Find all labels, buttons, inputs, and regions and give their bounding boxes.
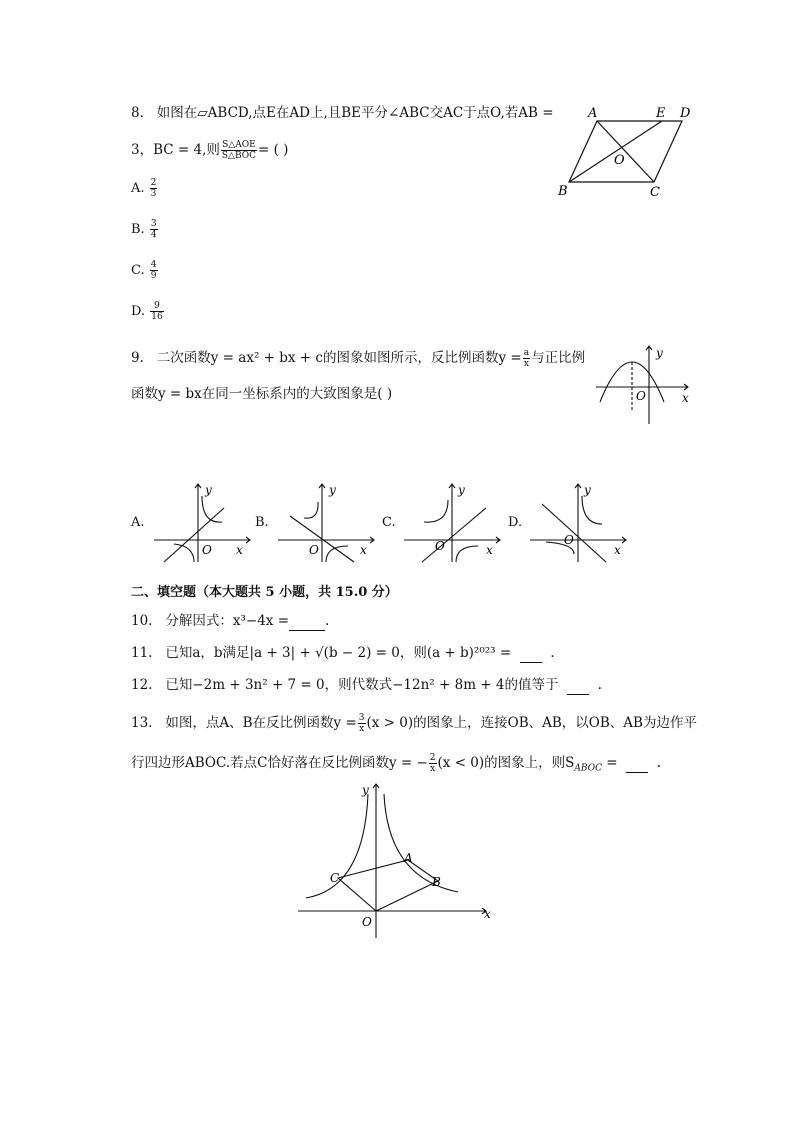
label-e: E	[656, 106, 666, 121]
q8-option-c-den: 9	[150, 271, 157, 281]
q9-frac-den: x	[523, 359, 529, 369]
q8-parallelogram-figure	[552, 102, 700, 202]
q13-subscript: ABOC	[574, 763, 602, 774]
q13-frac2	[429, 753, 437, 774]
axis-x-label: x	[486, 543, 493, 557]
q8-option-d-frac	[150, 301, 163, 322]
q8-option-a[interactable]	[131, 178, 158, 199]
hyperbola-branch-2	[456, 546, 478, 562]
q13-line2	[131, 753, 661, 778]
q8-ratio-den: S△BOC	[221, 151, 257, 161]
q9-parabola-figure	[592, 340, 698, 426]
label-a: A	[588, 106, 598, 121]
q13-number: 13.	[131, 715, 153, 731]
q13-frac1-den: x	[359, 724, 365, 734]
q8-option-a-label: A.	[131, 181, 145, 196]
q9-option-a-graph[interactable]	[150, 478, 254, 564]
origin-label: O	[435, 539, 445, 553]
line	[422, 508, 486, 562]
q9-text-line1-pre: 二次函数y = ax² + bx + c的图象如图所示，反比例函数y =	[156, 350, 522, 366]
q13-frac1-num: 3	[358, 713, 365, 723]
q9-option-a-label[interactable]: A.	[131, 515, 145, 530]
q13-text-line2-post: (x < 0)的图象上，则S	[437, 755, 575, 771]
q13-text-line1-post: (x > 0)的图象上，连接OB、AB，以OB、AB为边作平	[366, 715, 697, 731]
origin-label: O	[362, 915, 372, 929]
axis-x-label: x	[682, 391, 689, 405]
q8-line1	[131, 104, 554, 122]
q13-hyperbola-figure	[290, 778, 500, 942]
line	[164, 508, 224, 562]
q8-option-d[interactable]	[131, 301, 165, 322]
axis-x-label: x	[484, 907, 491, 921]
q9-frac-num: a	[523, 348, 530, 358]
axis-y-label: y	[458, 483, 465, 497]
label-c: C	[650, 185, 660, 200]
q8-option-b-frac	[150, 219, 158, 240]
q12	[131, 676, 602, 695]
q8-option-a-frac	[150, 178, 158, 199]
label-d: D	[680, 106, 691, 121]
q10	[131, 612, 329, 631]
q10-answer-blank[interactable]	[289, 612, 325, 631]
origin-label: O	[309, 543, 319, 557]
q10-end: .	[325, 613, 330, 629]
q9-text-line1-post: 与正比例	[531, 350, 586, 366]
q8-option-c-num: 4	[150, 260, 157, 270]
label-b: B	[432, 875, 441, 889]
q8-ratio-num: S△AOE	[222, 140, 256, 150]
q8-option-d-num: 9	[150, 301, 163, 312]
q11	[131, 644, 555, 663]
q13-text-line2-pre: 行四边形ABOC.若点C恰好落在反比例函数y = −	[131, 755, 428, 771]
q13-text-line1-pre: 如图，点A、B在反比例函数y =	[165, 715, 357, 731]
q9-line1	[131, 348, 585, 369]
diagonal-ac	[597, 121, 654, 182]
q8-text-line2-post: = ( )	[258, 142, 289, 158]
axis-x-label: x	[360, 543, 367, 557]
q9-option-c-graph[interactable]	[400, 478, 504, 564]
q9-frac	[523, 348, 530, 369]
q8-option-b-den: 4	[150, 230, 157, 240]
q10-number: 10.	[131, 613, 153, 629]
q12-end: .	[597, 677, 602, 693]
q12-answer-blank[interactable]	[567, 676, 589, 695]
q13-line1	[131, 713, 697, 734]
hyperbola-branch-1	[304, 502, 318, 518]
parallelogram-aboc	[338, 860, 438, 911]
section2-title: 二、填空题（本大题共 5 小题，共 15.0 分）	[131, 585, 398, 600]
axis-y-label: y	[584, 483, 591, 497]
axis-y-label: y	[205, 483, 212, 497]
q9-option-d-label[interactable]: D.	[508, 515, 523, 530]
q9-text-line2: 函数y = bx在同一坐标系内的大致图象是( )	[131, 386, 393, 402]
q8-option-b[interactable]	[131, 219, 159, 240]
origin-label: O	[564, 533, 574, 547]
label-c: C	[330, 871, 340, 885]
q8-line2	[131, 140, 288, 161]
q8-option-b-num: 3	[150, 219, 157, 229]
q9-option-d-graph[interactable]	[526, 478, 630, 564]
axis-x-label: x	[236, 543, 243, 557]
q9-number: 9.	[131, 350, 144, 366]
q11-number: 11.	[131, 645, 153, 661]
q8-text-line2-pre: 3，BC = 4,则	[131, 142, 220, 158]
q8-text-line1: 如图在▱ABCD,点E在AD上,且BE平分∠ABC交AC于点O,若AB =	[156, 105, 554, 121]
hyperbola-positive-branch	[384, 794, 458, 892]
axis-x-label: x	[614, 543, 621, 557]
q13-frac1	[358, 713, 366, 734]
q9-option-b-graph[interactable]	[274, 478, 378, 564]
q8-option-c-label: C.	[131, 263, 145, 278]
q8-option-b-label: B.	[131, 222, 145, 237]
label-o: O	[614, 153, 625, 168]
hyperbola-branch-2	[326, 546, 348, 562]
q8-option-a-den: 3	[150, 189, 157, 199]
q8-option-c-frac	[150, 260, 158, 281]
q11-text: 已知a，b满足|a + 3| + √(b − 2) = 0，则(a + b)²⁰²³ =	[165, 645, 512, 661]
label-a: A	[404, 851, 413, 865]
q13-frac2-num: 2	[429, 753, 436, 763]
q13-eq: =	[606, 755, 618, 771]
q9-option-b-label[interactable]: B.	[255, 515, 269, 530]
q8-option-d-label: D.	[131, 304, 146, 319]
q12-number: 12.	[131, 677, 153, 693]
axis-y-label: y	[362, 783, 369, 797]
q8-option-c[interactable]	[131, 260, 159, 281]
origin-label: O	[636, 389, 646, 403]
q11-end: .	[550, 645, 555, 661]
hyperbola-branch-2	[174, 544, 194, 562]
q8-number: 8.	[131, 105, 144, 121]
hyperbola-branch-1	[582, 496, 602, 524]
q11-answer-blank[interactable]	[520, 644, 542, 663]
q13-answer-blank[interactable]	[626, 754, 648, 773]
q8-option-a-num: 2	[150, 178, 157, 188]
axis-y-label: y	[656, 346, 663, 360]
label-b: B	[558, 184, 568, 199]
hyperbola-branch-1	[424, 500, 448, 522]
q13-end: .	[656, 755, 662, 771]
axis-y-label: y	[329, 483, 336, 497]
q8-option-d-den: 16	[151, 312, 163, 322]
q8-ratio	[221, 140, 257, 161]
q13-frac2-den: x	[430, 764, 436, 774]
q9-option-c-label[interactable]: C.	[382, 515, 396, 530]
q12-text: 已知−2m + 3n² + 7 = 0，则代数式−12n² + 8m + 4的值等于	[165, 677, 559, 693]
q10-text: 分解因式：x³−4x =	[165, 613, 290, 629]
origin-label: O	[202, 543, 212, 557]
q9-line2	[131, 385, 392, 403]
